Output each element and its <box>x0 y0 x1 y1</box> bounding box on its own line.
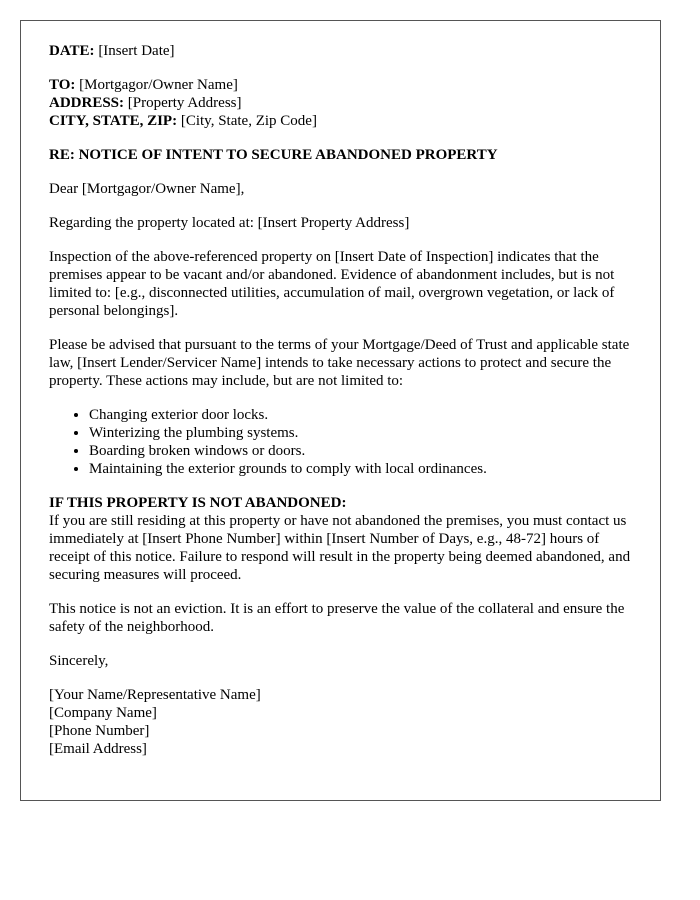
closing: Sincerely, <box>49 653 109 669</box>
not-abandoned-heading: IF THIS PROPERTY IS NOT ABANDONED: <box>49 495 347 511</box>
list-item: • Maintaining the exterior grounds to comply with local ordinances. <box>89 460 632 478</box>
letter <box>20 20 661 801</box>
recipient-block: TO: [Mortgagor/Owner Name] ADDRESS: [Property Address] CITY, STATE, ZIP: [City, State, Zip Code] <box>49 77 317 129</box>
disclaimer: This notice is not an eviction. It is an effort to preserve the value of the collateral and ensure the safety of the neighborhood. <box>49 601 625 635</box>
inspection-paragraph: Inspection of the above-referenced property on [Insert Date of Inspection] indicates that the premises appear to be vacant and/or abandoned. Evidence of abandonment includes, but is not limited to: [e.g., disconnected utilities, accumulation of mail, overgrown vegetation, or lack of personal belongings]. <box>49 249 615 319</box>
date-line: DATE: [Insert Date] <box>49 43 175 59</box>
list-item: • Changing exterior door locks. <box>89 406 632 424</box>
subject-line: RE: NOTICE OF INTENT TO SECURE ABANDONED PROPERTY <box>49 147 498 163</box>
advised-paragraph: Please be advised that pursuant to the terms of your Mortgage/Deed of Trust and applicable state law, [Insert Lender/Servicer Name] intends to take necessary actions to protect and secure the property. These actions may include, but are not limited to: <box>49 337 630 389</box>
signature-email: [Email Address] <box>49 741 147 757</box>
not-abandoned-text: If you are still residing at this property or have not abandoned the premises, you must contact us immediately at [Insert Phone Number] within [Insert Number of Days, e.g., 48-72] hours of receipt of this notice. Failure to respond will result in the property being deemed abandoned, and securing measures will proceed. <box>49 513 631 583</box>
signature-name: [Your Name/Representative Name] <box>49 687 261 703</box>
property-line: Regarding the property located at: [Insert Property Address] <box>49 215 410 231</box>
salutation: Dear [Mortgagor/Owner Name], <box>49 181 245 197</box>
signature-phone: [Phone Number] <box>49 723 150 739</box>
actions-list <box>49 406 632 478</box>
list-item: • Winterizing the plumbing systems. <box>89 424 632 442</box>
signature-block <box>49 686 632 758</box>
signature-company: [Company Name] <box>49 705 157 721</box>
list-item: • Boarding broken windows or doors. <box>89 442 632 460</box>
